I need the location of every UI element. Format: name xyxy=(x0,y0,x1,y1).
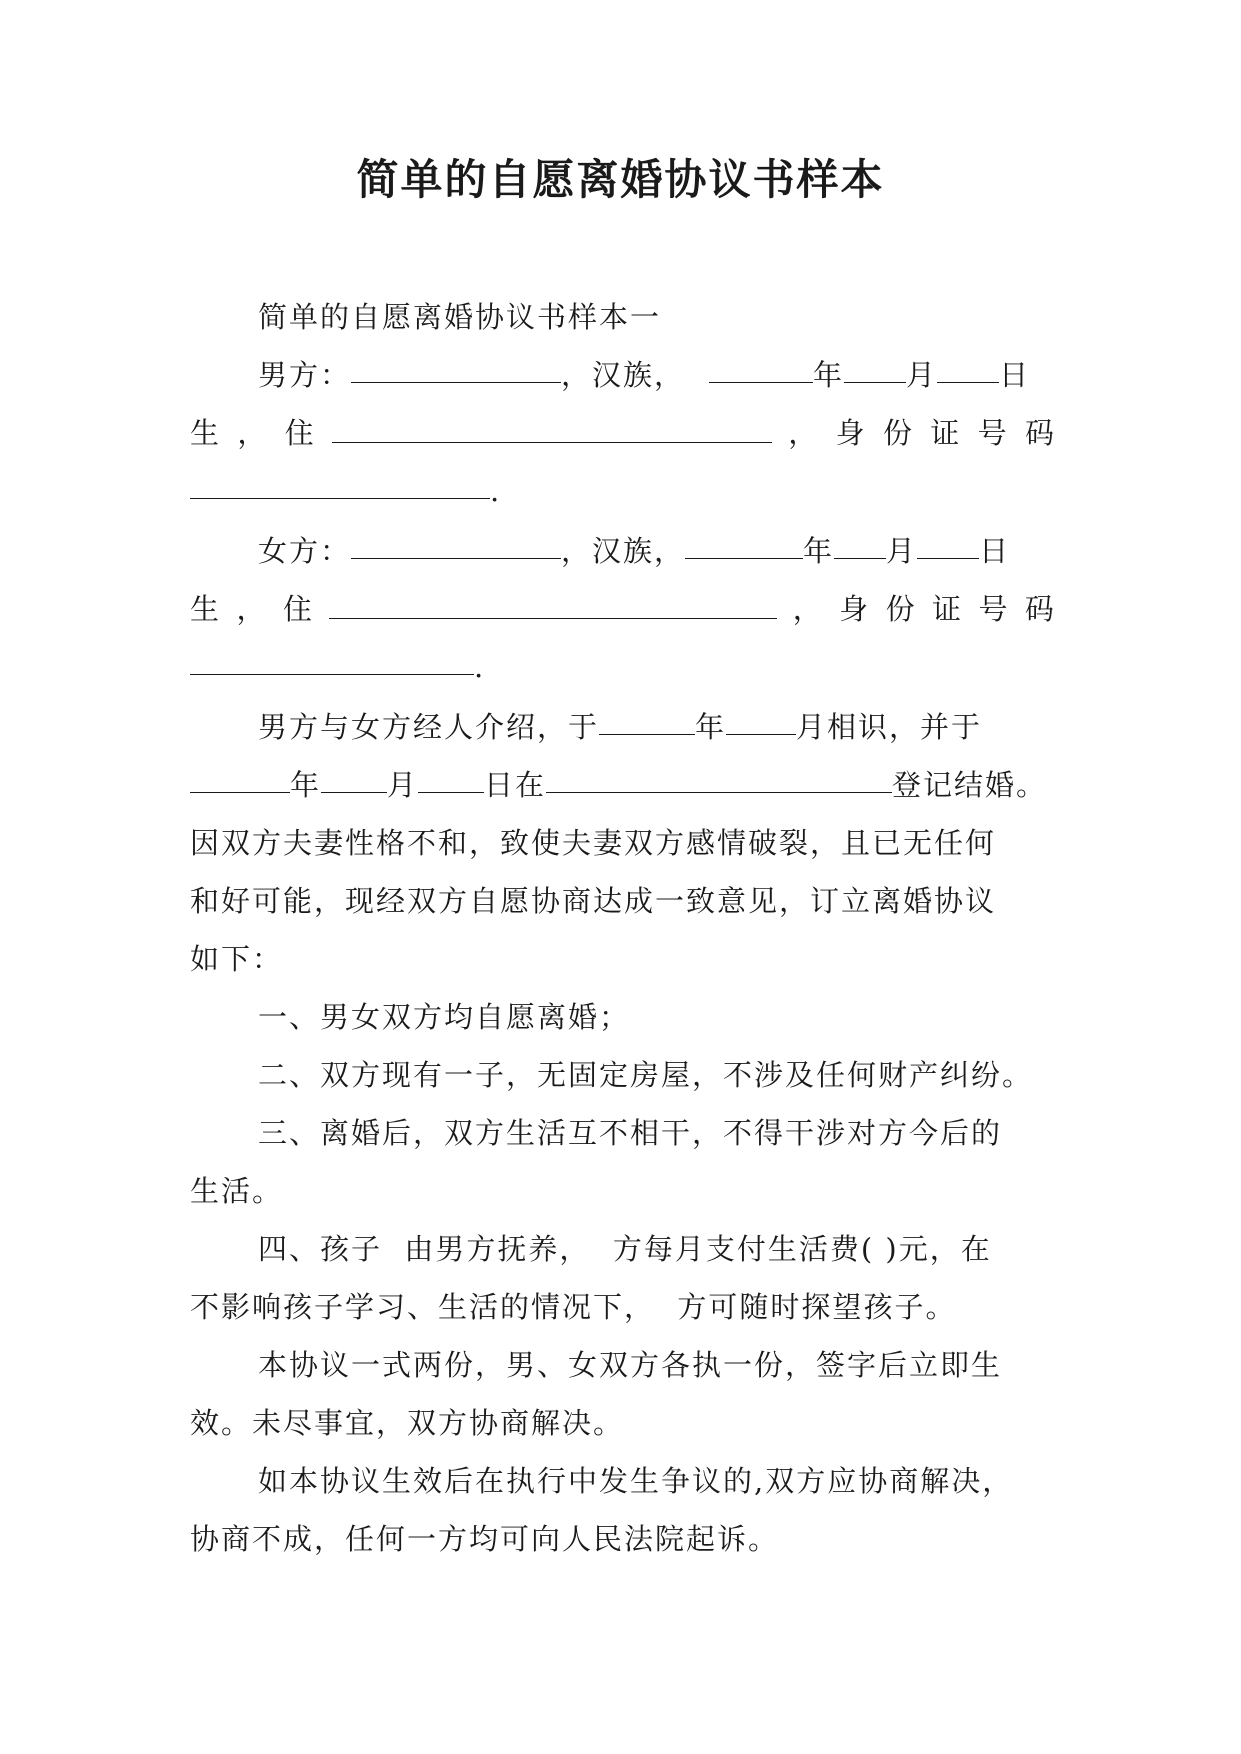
intro-text-2d: 登记结婚。 xyxy=(892,768,1048,802)
male-year-label: 年 xyxy=(813,358,845,392)
male-id-char-3: 证 xyxy=(930,416,962,450)
male-month-label: 月 xyxy=(906,358,938,392)
registration-place-blank[interactable] xyxy=(546,758,892,793)
male-id-char-1: 身 xyxy=(835,416,867,450)
female-birth-day-blank[interactable] xyxy=(917,524,979,559)
female-day-label: 日 xyxy=(979,534,1011,568)
female-sheng: 生 xyxy=(190,592,222,626)
female-year-label: 年 xyxy=(803,534,835,568)
intro-text-2b: 月 xyxy=(387,768,419,802)
female-label: 女方： xyxy=(258,534,352,568)
female-info-line xyxy=(190,522,1056,580)
male-id-char-4: 号 xyxy=(977,416,1009,450)
intro-line-2 xyxy=(190,756,1056,814)
dispute-line-2: 协商不成，任何一方均可向人民法院起诉。 xyxy=(190,1522,780,1556)
document-title: 简单的自愿离婚协议书样本 xyxy=(356,155,885,204)
female-name-blank[interactable] xyxy=(351,524,561,559)
male-id-period: . xyxy=(490,474,502,508)
female-address-blank[interactable] xyxy=(329,584,777,619)
intro-line-3: 因双方夫妻性格不和，致使夫妻双方感情破裂，且已无任何 xyxy=(190,826,997,860)
female-id-char-1: 身 xyxy=(839,592,871,626)
male-id-blank[interactable] xyxy=(190,464,490,499)
male-address-blank[interactable] xyxy=(332,408,772,443)
intro-text-2c: 日在 xyxy=(484,768,547,802)
male-address-line xyxy=(190,404,1056,462)
female-zhu: 住 xyxy=(282,592,314,626)
male-id-char-5: 码 xyxy=(1024,416,1056,450)
male-id-line xyxy=(190,462,1056,520)
male-birth-year-blank[interactable] xyxy=(709,348,813,383)
female-id-blank[interactable] xyxy=(190,640,474,675)
document-subtitle: 简单的自愿离婚协议书样本一 xyxy=(258,300,662,334)
intro-line-4: 和好可能，现经双方自愿协商达成一致意见，订立离婚协议 xyxy=(190,884,997,918)
female-month-label: 月 xyxy=(886,534,918,568)
female-id-char-3: 证 xyxy=(932,592,964,626)
male-day-label: 日 xyxy=(999,358,1031,392)
male-comma-2: ， xyxy=(788,416,820,450)
clause-4-line-2: 不影响孩子学习、生活的情况下， 方可随时探望孩子。 xyxy=(190,1290,957,1324)
clause-4-line-1: 四、孩子 由男方抚养， 方每月支付生活费( )元，在 xyxy=(258,1232,992,1266)
male-zhu: 住 xyxy=(284,416,316,450)
marry-year-blank[interactable] xyxy=(190,758,290,793)
male-ethnicity: ，汉族， xyxy=(561,358,686,392)
clause-3-line-1: 三、离婚后，双方生活互不相干，不得干涉对方今后的 xyxy=(258,1116,1003,1150)
intro-text-1c: 月相识，并于 xyxy=(796,710,983,744)
marry-day-blank[interactable] xyxy=(418,758,484,793)
male-sheng: 生 xyxy=(190,416,222,450)
female-birth-month-blank[interactable] xyxy=(834,524,886,559)
copies-line-1: 本协议一式两份，男、女双方各执一份，签字后立即生 xyxy=(258,1348,1003,1382)
male-label: 男方： xyxy=(258,358,352,392)
meet-year-blank[interactable] xyxy=(599,700,695,735)
marry-month-blank[interactable] xyxy=(321,758,387,793)
intro-text-2a: 年 xyxy=(290,768,322,802)
female-id-period: . xyxy=(474,650,486,684)
female-id-char-2: 份 xyxy=(885,592,917,626)
male-comma-1: ， xyxy=(237,416,269,450)
female-address-line xyxy=(190,580,1056,638)
clause-3-line-2: 生活。 xyxy=(190,1174,284,1208)
female-id-char-5: 码 xyxy=(1024,592,1056,626)
female-birth-year-blank[interactable] xyxy=(685,524,803,559)
intro-line-5: 如下： xyxy=(190,942,284,976)
intro-text-1a: 男方与女方经人介绍，于 xyxy=(258,710,600,744)
female-id-line xyxy=(190,638,1056,696)
copies-line-2: 效。未尽事宜，双方协商解决。 xyxy=(190,1406,625,1440)
male-birth-month-blank[interactable] xyxy=(844,348,906,383)
male-id-char-2: 份 xyxy=(882,416,914,450)
clause-2: 二、双方现有一子，无固定房屋，不涉及任何财产纠纷。 xyxy=(258,1058,1034,1092)
meet-month-blank[interactable] xyxy=(726,700,796,735)
intro-text-1b: 年 xyxy=(695,710,727,744)
intro-line-1 xyxy=(190,698,1056,756)
male-info-line xyxy=(190,346,1056,404)
document-body xyxy=(190,288,1056,1568)
male-name-blank[interactable] xyxy=(351,348,561,383)
dispute-line-1: 如本协议生效后在执行中发生争议的,双方应协商解决， xyxy=(258,1464,1014,1498)
female-comma-1: ， xyxy=(236,592,268,626)
female-id-char-4: 号 xyxy=(978,592,1010,626)
male-birth-day-blank[interactable] xyxy=(937,348,999,383)
female-comma-2: ， xyxy=(792,592,824,626)
female-ethnicity: ，汉族， xyxy=(561,534,686,568)
clause-1: 一、男女双方均自愿离婚； xyxy=(258,1000,631,1034)
